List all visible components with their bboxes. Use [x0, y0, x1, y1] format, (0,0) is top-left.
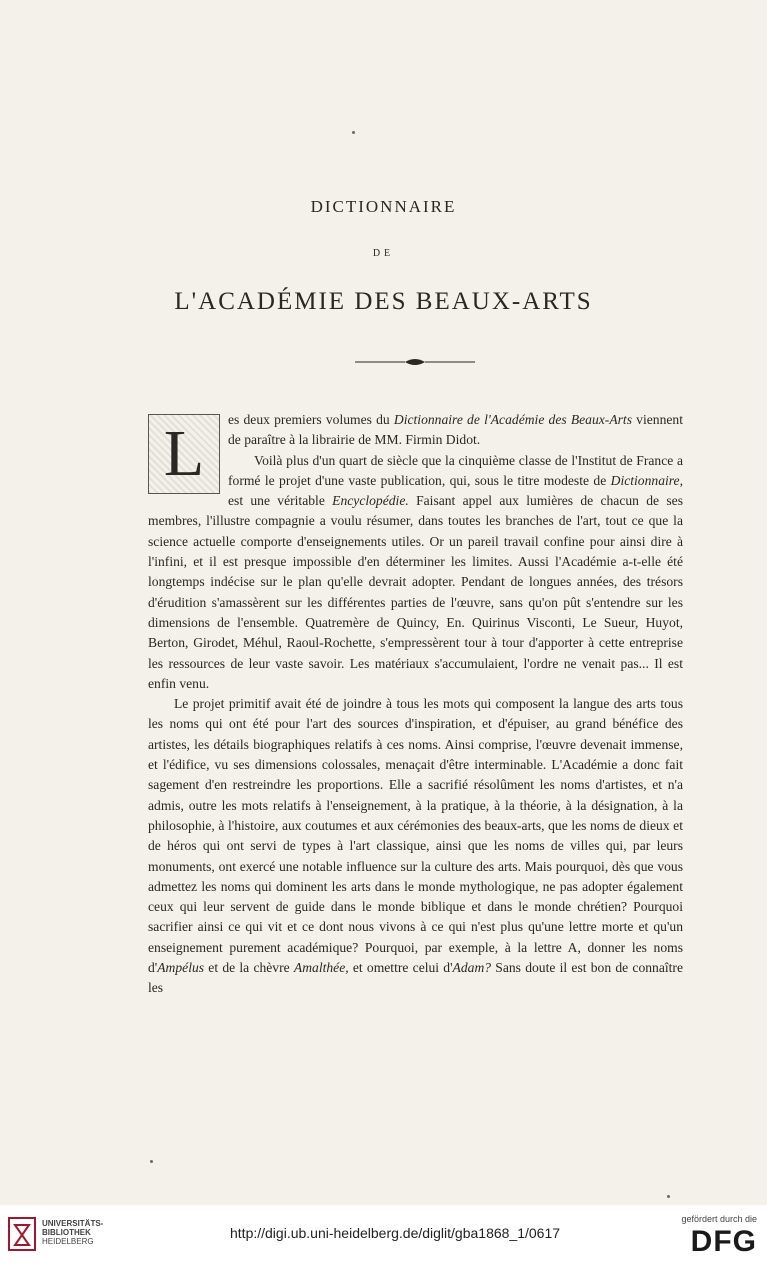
paragraph: [148, 451, 683, 695]
text-segment: et omettre celui d': [348, 960, 453, 976]
text-segment: es deux premiers volumes du: [228, 412, 394, 427]
italic-text: Encyclopédie.: [332, 493, 409, 509]
text-segment: viennent de paraître à la librairie de MM. Firmin Didot.: [228, 412, 683, 448]
text-segment: Sans doute il est bon de connaître les: [148, 960, 683, 996]
university-seal-icon: [8, 1217, 36, 1251]
italic-text: Adam?: [452, 960, 492, 976]
text-segment: Le projet primitif avait été de joindre à tous les mots qui composent la langue des arts tous les noms qui ont été pour l'art des sources d'inspiration, et d'épuiser, au grand bénéfice des artistes, les détails biographiques relatifs à ces noms. Ainsi comprise, l'œuvre devenait immense, et l'édifice, vu ses dimensions colossales, menaçait d'être interminable. L'Académie a donc fait sagement d'en restreindre les proportions. Elle a sacrifié résolûment les noms d'artistes, et n'a admis, outre les mots relatifs à l'enseignement, à la pratique, à la théorie, à la désignation, à la philosophie, à l'histoire, aux coutumes et aux cérémonies des beaux-arts, que les noms de dieux et de héros qui ont servi de types à l'art classique, ainsi que les noms de villes qui, par leurs monuments, ont exercé une notable influence sur la culture des arts. Mais pourquoi, dès que vous admettez les noms qui dominent les arts dans le monde mythologique, ne pas adopter également ceux qui leur servent de guide dans le monde biblique et dans le monde chrétien? Pourquoi sacrifier ainsi ce qui vit et ce dont nous vivons à ce qui n'est plus qu'une lettre morte et qu'un enseignement purement académique? Pourquoi, par exemple, à la lettre A, donner les noms d': [148, 696, 683, 976]
paragraph: [148, 410, 683, 451]
italic-text: Dictionnaire de l'Académie des Beaux-Arts: [393, 412, 632, 427]
title-de: DE: [372, 248, 395, 259]
italic-text: Amalthée,: [293, 960, 349, 976]
speck: [667, 1195, 670, 1198]
dropcap-letter: L: [163, 416, 205, 490]
text-segment: et de la chèvre: [204, 960, 294, 976]
institution-line1: UNIVERSITÄTS-: [42, 1219, 104, 1228]
speck: [150, 1160, 153, 1163]
footer-bar: [0, 1205, 767, 1263]
institution-line3: HEIDELBERG: [42, 1237, 94, 1246]
sponsor-label: gefördert durch die: [681, 1214, 757, 1224]
title-dictionnaire: DICTIONNAIRE: [310, 197, 457, 216]
source-url-link[interactable]: http://digi.ub.uni-heidelberg.de/diglit/gba1868_1/0617: [230, 1225, 561, 1241]
dfg-logo: DFG: [690, 1225, 757, 1258]
dropcap-initial: [148, 414, 220, 494]
text-segment: Voilà plus d'un quart de siècle que la cinquième classe de l'Institut de France a formé le projet d'une vaste publication, qui, sous le titre modeste de: [228, 452, 683, 488]
italic-text: Dictionnaire,: [610, 472, 683, 488]
italic-text: Ampélus: [157, 960, 205, 976]
institution-line2: BIBLIOTHEK: [42, 1228, 91, 1237]
article-body: [148, 410, 683, 999]
paragraph: [148, 694, 683, 998]
ornament-divider-icon: [355, 356, 475, 368]
text-segment: Faisant appel aux lumières de chacun de ses membres, l'illustre compagnie a voulu résumer, dans toutes les branches de l'art, tout ce que la science actuelle comporte d'enseignements utiles. Or un pareil travail confine pour ainsi dire à l'infini, et il est presque impossible d'en déterminer les limites. Aussi l'Académie a-t-elle été longtemps indécise sur le plan qu'elle devrait adopter. Pendant de longues années, des trésors d'érudition s'amassèrent sur les différentes parties de l'œuvre, sans qu'on pût s'entendre sur les dimensions de l'ensemble. Quatremère de Quincy, En. Quirinus Visconti, Le Sueur, Huyot, Berton, Girodet, Méhul, Raoul-Rochette, s'empressèrent tour à tour d'apporter à cette entreprise les ressources de leur vaste savoir. Les matériaux s'accumulaient, l'ordre ne venait pas... Il est enfin venu.: [148, 493, 683, 691]
page-title: L'ACADÉMIE DES BEAUX-ARTS: [174, 288, 593, 315]
institution-name: [42, 1219, 103, 1246]
text-segment: est une véritable: [228, 493, 333, 509]
speck: [352, 131, 355, 134]
